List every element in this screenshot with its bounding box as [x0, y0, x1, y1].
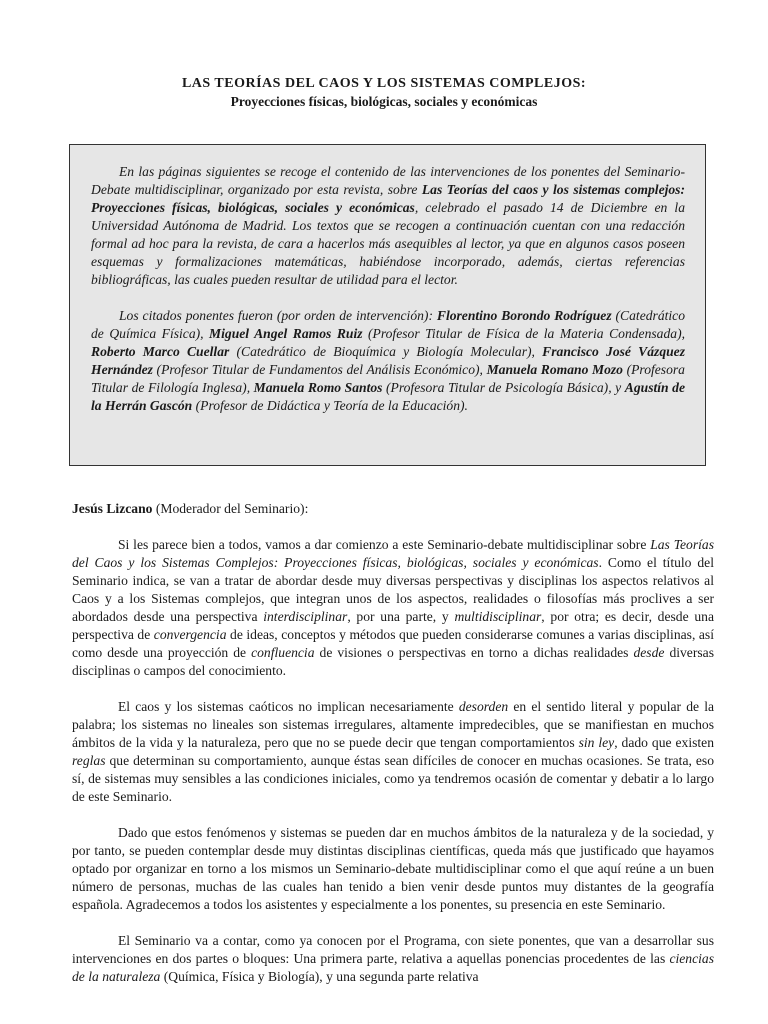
emphasis-text: confluencia [251, 645, 315, 660]
paragraph-text: , por una parte, y [347, 609, 455, 624]
paragraph-text: . Como el título del Seminario indica, se van a tratar de abordar desde muy diversas perspectivas y disciplinas los aspectos relativos al Caos y a los Sistemas complejos, que integran unos de los aspectos, realidades o filosofías más proclives a ser abordados desde una perspectiva [72, 555, 714, 624]
emphasis-text: sin ley [578, 735, 615, 750]
moderator-name: Jesús Lizcano [72, 501, 153, 516]
body-paragraph [72, 932, 714, 986]
emphasis-text: desde [633, 645, 665, 660]
speaker-role: (Profesor de Didáctica y Teoría de la Educación). [192, 398, 468, 413]
speaker-role: (Profesora Titular de Psicología Básica), y [382, 380, 625, 395]
emphasis-text: interdisciplinar [263, 609, 348, 624]
abstract-paragraph-speakers [91, 307, 685, 415]
paragraph-text: (Química, Física y Biología), y una segunda parte relativa [160, 969, 479, 984]
speaker-name: Manuela Romano Mozo [486, 362, 623, 377]
emphasis-text: desorden [458, 699, 509, 714]
speaker-name: Florentino Borondo Rodríguez [436, 308, 612, 323]
speaker-name: Manuela Romo Santos [253, 380, 383, 395]
paragraph-text: El Seminario va a contar, como ya conocen por el Programa, con siete ponentes, que van a desarrollar sus intervenciones en dos partes o bloques: Una primera parte, relativa a aquellas ponencias procedentes de las [72, 933, 714, 966]
moderator-role: (Moderador del Seminario): [152, 501, 309, 516]
body-text [72, 500, 714, 986]
speaker-name: Francisco José Vázquez Hernández [91, 344, 685, 377]
abstract-box [69, 144, 706, 466]
paragraph-text: de visiones o perspectivas en torno a dichas realidades [314, 645, 634, 660]
paragraph-text: El caos y los sistemas caóticos no implican necesariamente [118, 699, 459, 714]
speaker-role: (Profesor Titular de Fundamentos del Análisis Económico), [152, 362, 487, 377]
speakers-intro: Los citados ponentes fueron (por orden de intervención): [119, 308, 437, 323]
abstract-paragraph-intro [91, 163, 685, 289]
seminar-title-emphasis: Las Teorías del caos y los sistemas complejos: Proyecciones físicas, biológicas, sociales y económicas [91, 182, 685, 215]
emphasis-text: reglas [72, 753, 106, 768]
body-paragraph [72, 536, 714, 680]
paragraph-text: , dado que existen [614, 735, 714, 750]
abstract-text: , celebrado el pasado 14 de Diciembre en la Universidad Autónoma de Madrid. Los textos que se recogen a continuación cuentan con una redacción formal ad hoc para la revista, de cara a hacerlos más asequibles al lector, ya que en algunos casos poseen esquemas y formalizaciones matemáticas, habiéndose incorporado, además, ciertas referencias bibliográficas, las cuales pueden resultar de utilidad para el lector. [91, 200, 685, 287]
paragraph-text: en el sentido literal y popular de la palabra; los sistemas no lineales son sistemas irregulares, altamente impredecibles, que se manifiestan en muchos ámbitos de la vida y la naturaleza, pero que no se puede decir que tengan comportamientos [72, 699, 715, 750]
speaker-heading [72, 500, 714, 518]
speaker-name: Agustín de la Herrán Gascón [91, 380, 685, 413]
emphasis-text: ciencias de la naturaleza [72, 951, 714, 984]
paragraph-text: Si les parece bien a todos, vamos a dar comienzo a este Seminario-debate multidisciplinar sobre [118, 537, 651, 552]
speaker-name: Roberto Marco Cuellar [91, 344, 230, 359]
body-paragraph: Dado que estos fenómenos y sistemas se pueden dar en muchos ámbitos de la naturaleza y de la sociedad, y por tanto, se pueden contemplar desde muy distintas disciplinas científicas, queda más que justificado que hayamos optado por organizar en torno a los mismos un Seminario-debate multidisciplinar como el que aquí reúne a un buen número de personas, muchas de las cuales han tenido a bien venir desde puntos muy distantes de la geografía española. Agradecemos a todos los asistentes y especialmente a los ponentes, su presencia en este Seminario. [72, 825, 714, 912]
speaker-name: Miguel Angel Ramos Ruiz [209, 326, 363, 341]
paragraph-text: que determinan su comportamiento, aunque éstas sean difíciles de conocer en muchas ocasiones. Se trata, eso sí, de sistemas muy sensibles a las condiciones iniciales, como ya tendremos ocasión de comentar y debatir a lo largo de este Seminario. [72, 753, 714, 804]
speaker-role: (Profesor Titular de Física de la Materia Condensada), [362, 326, 685, 341]
paragraph-text: de ideas, conceptos y métodos que pueden considerarse comunes a varias disciplinas, así como desde una proyección de [72, 627, 714, 660]
paragraph-text: diversas disciplinas o campos del conocimiento. [72, 645, 714, 678]
emphasis-text: multidisciplinar [454, 609, 542, 624]
emphasis-text: Las Teorías del Caos y los Sistemas Complejos: Proyecciones físicas, biológicas, sociales y económicas [72, 537, 714, 570]
paragraph-text: , por otra; es decir, desde una perspectiva de [72, 609, 714, 642]
body-paragraph [72, 698, 714, 806]
speaker-role: (Profesora Titular de Filología Inglesa), [91, 362, 685, 395]
abstract-text: En las páginas siguientes se recoge el contenido de las intervenciones de los ponentes del Seminario-Debate multidisciplinar, organizado por esta revista, sobre [91, 164, 685, 197]
document-subtitle: Proyecciones físicas, biológicas, sociales y económicas [230, 94, 538, 109]
emphasis-text: convergencia [153, 627, 227, 642]
speaker-role: (Catedrático de Bioquímica y Biología Molecular), [229, 344, 543, 359]
speaker-role: (Catedrático de Química Física), [91, 308, 685, 341]
document-title: LAS TEORÍAS DEL CAOS Y LOS SISTEMAS COMPLEJOS: [181, 76, 587, 91]
